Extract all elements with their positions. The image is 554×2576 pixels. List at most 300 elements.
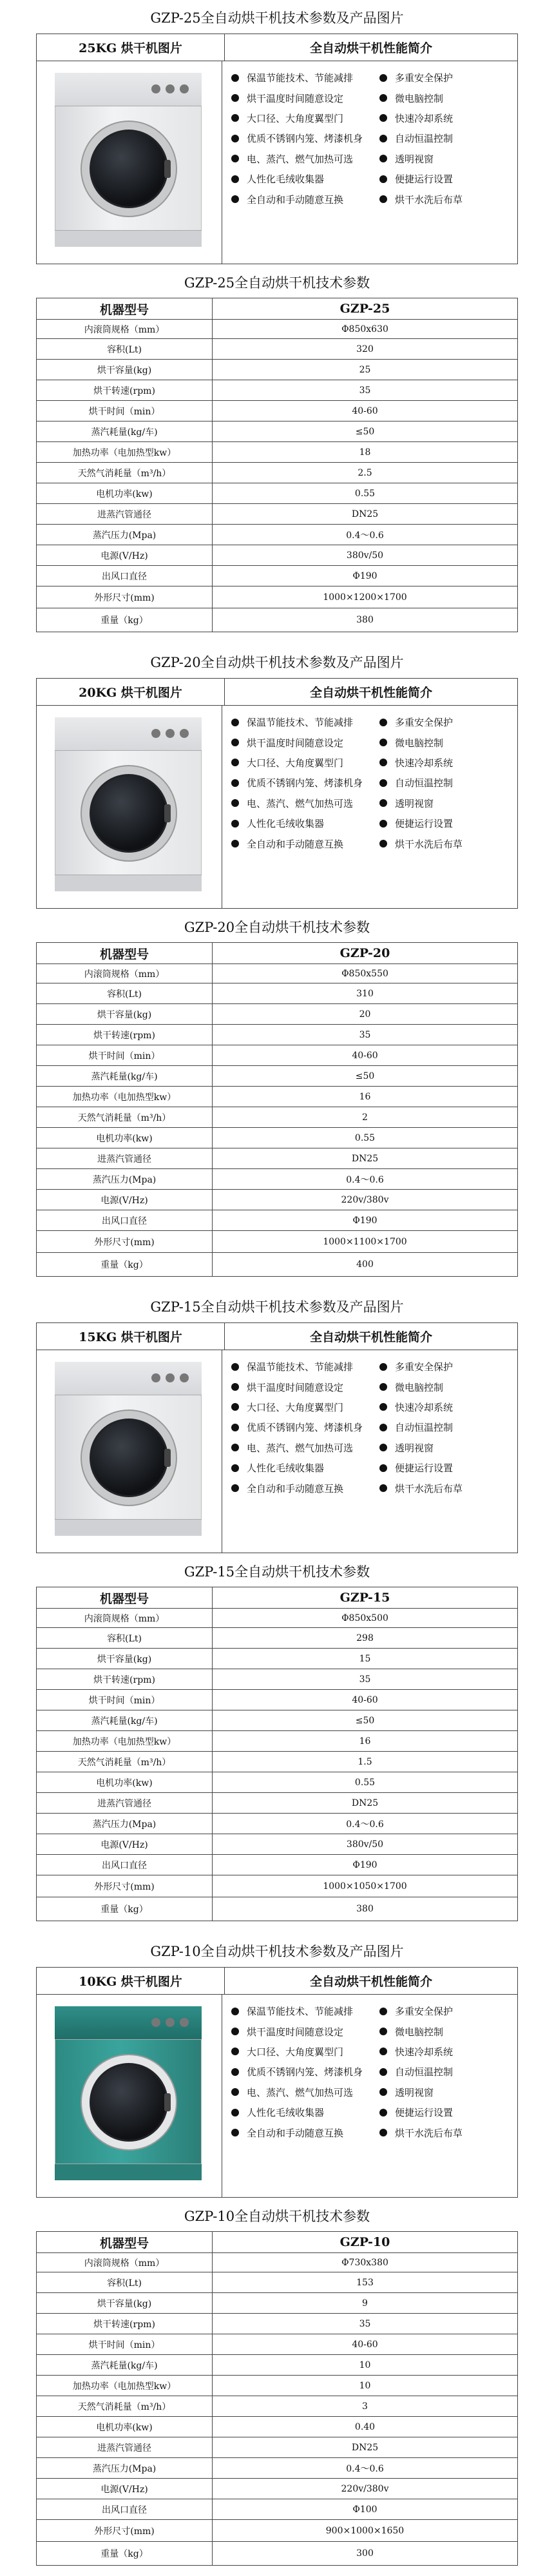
spec-row (37, 1649, 517, 1669)
spec-value: Φ850x550 (341, 968, 388, 979)
bullet-icon (379, 1484, 387, 1492)
spec-value: Φ100 (352, 2504, 377, 2515)
spec-value: 380v/50 (346, 550, 384, 561)
feature-item (231, 1357, 379, 1377)
spec-label: 烘干容量(kg) (37, 2293, 213, 2313)
spec-row (37, 1231, 517, 1253)
feature-item (379, 773, 508, 793)
feature-text: 微电脑控制 (395, 1381, 444, 1393)
feature-item (379, 2001, 508, 2021)
spec-value: 10 (359, 2359, 371, 2370)
spec-row (37, 2499, 517, 2520)
feature-text: 便捷运行设置 (395, 2107, 454, 2119)
bullet-icon (379, 2088, 387, 2096)
feature-item (379, 712, 508, 732)
spec-label: 内滚筒规格（mm） (37, 964, 213, 983)
feature-text: 全自动和手动随意互换 (247, 838, 344, 850)
bullet-icon (379, 719, 387, 726)
spec-value: 20 (359, 1009, 371, 1020)
feature-item (379, 1377, 508, 1397)
bullet-icon (231, 2068, 239, 2076)
spec-label: 天然气消耗量（m³/h） (37, 1752, 213, 1772)
spec-label: 容积(Lt) (37, 983, 213, 1003)
bullet-icon (231, 799, 239, 807)
control-knob (166, 729, 175, 738)
feature-item (231, 813, 379, 833)
feature-item (379, 1438, 508, 1458)
spec-row (37, 1669, 517, 1690)
spec-value: 35 (359, 1674, 371, 1685)
intro-table (36, 678, 518, 909)
dryer-door (90, 2063, 168, 2142)
spec-label: 容积(Lt) (37, 2272, 213, 2292)
spec-header-param: 机器型号 (37, 943, 213, 964)
feature-item (379, 68, 508, 88)
feature-text: 人性化毛绒收集器 (247, 173, 325, 186)
spec-value: 0.55 (354, 1777, 376, 1788)
feature-text: 大口径、大角度翼型门 (247, 757, 344, 769)
spec-value: DN25 (351, 508, 379, 519)
spec-row (37, 1855, 517, 1875)
feature-item (379, 833, 508, 853)
spec-value: 1000×1100×1700 (323, 1236, 407, 1247)
spec-label: 烘干容量(kg) (37, 1649, 213, 1669)
feature-text: 人性化毛绒收集器 (247, 2107, 325, 2119)
spec-row (37, 1875, 517, 1897)
product-image-cell (37, 706, 222, 909)
spec-title: GZP-15全自动烘干机技术参数 (184, 1564, 370, 1580)
bullet-icon (379, 759, 387, 766)
feature-text: 便捷运行设置 (395, 1462, 454, 1475)
feature-text: 优质不锈钢内笼、烤漆机身 (247, 133, 363, 145)
feature-item (231, 169, 379, 189)
dryer-handle (164, 1449, 171, 1467)
intro-body (37, 1995, 517, 2198)
image-header: 10KG 烘干机图片 (37, 1968, 225, 1994)
spec-value: Φ190 (352, 1859, 377, 1870)
feature-text: 多重安全保护 (395, 2006, 454, 2018)
feature-item (231, 753, 379, 773)
spec-header-row (37, 1587, 517, 1609)
spec-row (37, 1087, 517, 1107)
feature-item (231, 2062, 379, 2082)
bullet-icon (231, 1363, 239, 1371)
intro-header-row (37, 1968, 517, 1995)
spec-label: 容积(Lt) (37, 1628, 213, 1648)
spec-title: GZP-20全自动烘干机技术参数 (184, 920, 370, 935)
spec-label: 电源(V/Hz) (37, 545, 213, 565)
feature-item (379, 1458, 508, 1478)
product-image-cell (37, 1350, 222, 1553)
spec-row (37, 1793, 517, 1814)
feature-text: 烘干温度时间随意设定 (247, 1381, 344, 1393)
feature-item (379, 108, 508, 128)
spec-value: 3 (362, 2401, 368, 2412)
spec-value: 1.5 (358, 1756, 372, 1767)
spec-row (37, 2479, 517, 2499)
feature-item (379, 2042, 508, 2062)
spec-label: 烘干转速(rpm) (37, 1025, 213, 1045)
feature-text: 烘干水洗后布草 (395, 838, 463, 850)
feature-item (231, 793, 379, 813)
feature-item (231, 108, 379, 128)
spec-value: 300 (356, 2548, 374, 2559)
dryer-handle (164, 804, 171, 822)
spec-label: 天然气消耗量（m³/h） (37, 1107, 213, 1127)
spec-value: Φ850x500 (341, 1612, 388, 1623)
bullet-icon (231, 1444, 239, 1451)
spec-label: 烘干时间（min） (37, 401, 213, 421)
spec-value: 1000×1200×1700 (323, 592, 407, 603)
spec-value: 220v/380v (341, 1194, 389, 1205)
spec-label: 出风口直径 (37, 1210, 213, 1230)
feature-item (379, 1417, 508, 1437)
feature-item (231, 1478, 379, 1498)
bullet-icon (231, 114, 239, 122)
feature-text: 微电脑控制 (395, 92, 444, 104)
features-header: 全自动烘干机性能简介 (309, 1975, 432, 1989)
model-section-gzp-15 (0, 1289, 554, 1933)
model-section-gzp-10 (0, 1933, 554, 2576)
feature-item (231, 773, 379, 793)
bullet-icon (379, 779, 387, 787)
spec-label: 烘干时间（min） (37, 1045, 213, 1065)
bullet-icon (379, 135, 387, 142)
bullet-icon (379, 155, 387, 162)
control-knob (180, 1373, 189, 1382)
dryer-base (55, 2164, 202, 2180)
bullet-icon (379, 2109, 387, 2116)
section-title: GZP-25全自动烘干机技术参数及产品图片 (150, 10, 404, 26)
spec-header-row (37, 2232, 517, 2253)
feature-item (231, 712, 379, 732)
control-knob (151, 84, 160, 93)
spec-table (36, 2231, 518, 2566)
spec-label: 烘干容量(kg) (37, 360, 213, 380)
bullet-icon (379, 1383, 387, 1391)
feature-item (379, 813, 508, 833)
bullet-icon (379, 1363, 387, 1371)
spec-label: 蒸汽耗量(kg/车) (37, 1066, 213, 1086)
intro-body (37, 1350, 517, 1553)
feature-text: 微电脑控制 (395, 737, 444, 749)
spec-value: 2.5 (358, 467, 372, 478)
section-title: GZP-10全自动烘干机技术参数及产品图片 (150, 1944, 404, 1959)
spec-value: 0.40 (354, 2421, 376, 2432)
spec-row (37, 463, 517, 483)
spec-row (37, 2458, 517, 2479)
spec-value: 900×1000×1650 (325, 2525, 405, 2536)
bullet-icon (379, 114, 387, 122)
spec-value: 25 (359, 364, 371, 375)
feature-text: 自动恒温控制 (395, 1422, 454, 1434)
spec-value: 35 (359, 385, 371, 396)
bullet-icon (231, 840, 239, 847)
spec-row (37, 964, 517, 983)
feature-item (379, 2062, 508, 2082)
spec-title: GZP-10全自动烘干机技术参数 (184, 2209, 370, 2224)
features-list (222, 1995, 517, 2198)
feature-item (231, 1417, 379, 1437)
spec-row (37, 1731, 517, 1752)
spec-value: Φ730x380 (341, 2257, 388, 2268)
spec-value: DN25 (351, 1153, 379, 1164)
spec-value: 35 (359, 2318, 371, 2329)
intro-header-row (37, 34, 517, 61)
spec-row (37, 2355, 517, 2376)
bullet-icon (379, 2068, 387, 2076)
bullet-icon (379, 175, 387, 183)
spec-row (37, 1025, 517, 1045)
bullet-icon (231, 2028, 239, 2035)
spec-row (37, 1107, 517, 1128)
spec-label: 进蒸汽管通径 (37, 2437, 213, 2457)
spec-label: 出风口直径 (37, 2499, 213, 2519)
spec-row (37, 1004, 517, 1025)
bullet-icon (231, 2109, 239, 2116)
spec-value: 35 (359, 1029, 371, 1040)
spec-label: 烘干转速(rpm) (37, 1669, 213, 1689)
spec-row (37, 1190, 517, 1210)
feature-item (231, 128, 379, 148)
spec-row (37, 1834, 517, 1855)
spec-value: Φ850x630 (341, 324, 388, 334)
feature-text: 保温节能技术、节能减排 (247, 2006, 354, 2018)
spec-label: 蒸汽耗量(kg/车) (37, 2355, 213, 2375)
bullet-icon (379, 840, 387, 847)
bullet-icon (231, 94, 239, 102)
spec-row (37, 1752, 517, 1772)
feature-item (231, 2122, 379, 2142)
dryer-base (55, 875, 202, 891)
bullet-icon (231, 759, 239, 766)
spec-label: 出风口直径 (37, 566, 213, 586)
feature-text: 电、蒸汽、燃气加热可选 (247, 153, 354, 165)
bullet-icon (231, 820, 239, 828)
dryer-product-image (55, 717, 202, 891)
spec-header-param: 机器型号 (37, 298, 213, 319)
features-list (222, 61, 517, 264)
spec-label: 蒸汽压力(Mpa) (37, 1169, 213, 1189)
feature-item (379, 732, 508, 752)
spec-row (37, 608, 517, 632)
spec-value: 16 (359, 1091, 371, 1102)
feature-text: 电、蒸汽、燃气加热可选 (247, 1442, 354, 1454)
bullet-icon (231, 175, 239, 183)
intro-header-row (37, 1323, 517, 1350)
dryer-door (90, 130, 168, 208)
spec-value: Φ190 (352, 1215, 377, 1226)
bullet-icon (379, 799, 387, 807)
feature-item (379, 2102, 508, 2122)
feature-item (231, 2102, 379, 2122)
spec-value: 0.4～0.6 (346, 1819, 384, 1830)
spec-row (37, 1628, 517, 1649)
bullet-icon (231, 739, 239, 746)
spec-label: 外形尺寸(mm) (37, 2520, 213, 2541)
spec-value: 380 (356, 1904, 374, 1914)
spec-row (37, 586, 517, 608)
feature-item (379, 169, 508, 189)
feature-text: 优质不锈钢内笼、烤漆机身 (247, 2066, 363, 2078)
spec-value: 298 (356, 1632, 374, 1643)
spec-row (37, 2417, 517, 2437)
feature-text: 保温节能技术、节能减排 (247, 72, 354, 84)
spec-value: 153 (356, 2277, 374, 2288)
image-header: 25KG 烘干机图片 (37, 34, 225, 61)
spec-value: 2 (362, 1112, 368, 1123)
spec-value: ≤50 (355, 1715, 375, 1726)
feature-text: 人性化毛绒收集器 (247, 818, 325, 830)
bullet-icon (231, 1484, 239, 1492)
feature-text: 微电脑控制 (395, 2026, 444, 2038)
feature-text: 透明视窗 (395, 2086, 434, 2098)
intro-table (36, 1322, 518, 1553)
feature-item (231, 732, 379, 752)
spec-row (37, 1710, 517, 1731)
spec-value: ≤50 (355, 1070, 375, 1081)
spec-label: 蒸汽耗量(kg/车) (37, 421, 213, 441)
spec-table (36, 298, 518, 632)
spec-label: 天然气消耗量（m³/h） (37, 2396, 213, 2416)
feature-text: 快速冷却系统 (395, 112, 454, 124)
spec-row (37, 2334, 517, 2355)
control-knob (166, 1373, 175, 1382)
feature-text: 多重安全保护 (395, 717, 454, 729)
product-image-cell (37, 1995, 222, 2198)
spec-row (37, 1609, 517, 1628)
spec-value: 380 (356, 615, 374, 625)
feature-text: 烘干水洗后布草 (395, 193, 463, 206)
spec-value: 0.4～0.6 (346, 1174, 384, 1185)
spec-row (37, 2293, 517, 2314)
intro-body (37, 61, 517, 264)
feature-text: 全自动和手动随意互换 (247, 1482, 344, 1495)
feature-text: 烘干水洗后布草 (395, 2127, 463, 2139)
intro-header-row (37, 679, 517, 706)
dryer-door (90, 774, 168, 853)
spec-row (37, 320, 517, 339)
spec-row (37, 2272, 517, 2293)
section-title: GZP-20全自动烘干机技术参数及产品图片 (150, 655, 404, 670)
feature-item (379, 149, 508, 169)
spec-row (37, 1045, 517, 1066)
bullet-icon (231, 2088, 239, 2096)
spec-header-model: GZP-10 (339, 2235, 390, 2249)
spec-row (37, 1897, 517, 1921)
control-knob (180, 729, 189, 738)
spec-row (37, 2253, 517, 2272)
image-header: 20KG 烘干机图片 (37, 679, 225, 705)
feature-text: 大口径、大角度翼型门 (247, 112, 344, 124)
feature-item (379, 2082, 508, 2102)
bullet-icon (379, 820, 387, 828)
spec-value: ≤50 (355, 426, 375, 437)
spec-row (37, 1814, 517, 1834)
spec-value: 15 (359, 1653, 371, 1664)
spec-label: 天然气消耗量（m³/h） (37, 463, 213, 483)
spec-label: 重量（kg） (37, 2542, 213, 2565)
spec-row (37, 442, 517, 463)
spec-value: 40-60 (352, 1694, 378, 1705)
control-knob (180, 84, 189, 93)
spec-row (37, 1690, 517, 1710)
section-title: GZP-15全自动烘干机技术参数及产品图片 (150, 1299, 404, 1315)
spec-label: 电源(V/Hz) (37, 1834, 213, 1854)
spec-label: 电机功率(kw) (37, 1772, 213, 1792)
bullet-icon (231, 719, 239, 726)
spec-header-model: GZP-15 (339, 1591, 390, 1605)
spec-label: 进蒸汽管通径 (37, 1148, 213, 1168)
feature-item (379, 128, 508, 148)
intro-table (36, 1967, 518, 2198)
spec-header-param: 机器型号 (37, 2232, 213, 2252)
spec-label: 重量（kg） (37, 1253, 213, 1276)
spec-value: 320 (356, 344, 374, 354)
spec-row (37, 983, 517, 1004)
spec-label: 内滚筒规格（mm） (37, 2253, 213, 2272)
bullet-icon (379, 2129, 387, 2136)
bullet-icon (231, 155, 239, 162)
bullet-icon (379, 74, 387, 82)
feature-item (231, 68, 379, 88)
spec-label: 蒸汽压力(Mpa) (37, 525, 213, 545)
bullet-icon (379, 1403, 387, 1411)
feature-text: 透明视窗 (395, 153, 434, 165)
spec-table (36, 942, 518, 1277)
spec-value: 16 (359, 1736, 371, 1747)
spec-table (36, 1587, 518, 1921)
feature-text: 快速冷却系统 (395, 757, 454, 769)
feature-item (231, 2021, 379, 2041)
dryer-handle (164, 2093, 171, 2111)
spec-row (37, 2520, 517, 2542)
bullet-icon (379, 195, 387, 203)
bullet-icon (379, 2048, 387, 2055)
bullet-icon (379, 2028, 387, 2035)
spec-row (37, 421, 517, 442)
spec-row (37, 339, 517, 360)
feature-text: 自动恒温控制 (395, 133, 454, 145)
control-knob (151, 1373, 160, 1382)
feature-item (379, 88, 508, 108)
control-knob (166, 2018, 175, 2027)
bullet-icon (231, 779, 239, 787)
spec-label: 加热功率（电加热型kw） (37, 2376, 213, 2396)
spec-row (37, 401, 517, 421)
feature-item (231, 189, 379, 209)
spec-value: 1000×1050×1700 (323, 1881, 407, 1892)
spec-value: 380v/50 (346, 1839, 384, 1850)
feature-text: 人性化毛绒收集器 (247, 1462, 325, 1475)
spec-value: 9 (362, 2298, 368, 2309)
spec-label: 进蒸汽管通径 (37, 504, 213, 524)
spec-label: 外形尺寸(mm) (37, 1231, 213, 1252)
spec-row (37, 360, 517, 380)
feature-item (231, 1438, 379, 1458)
dryer-base (55, 230, 202, 247)
feature-text: 全自动和手动随意互换 (247, 2127, 344, 2139)
feature-text: 便捷运行设置 (395, 818, 454, 830)
spec-value: DN25 (351, 1797, 379, 1808)
intro-body (37, 706, 517, 909)
spec-label: 蒸汽耗量(kg/车) (37, 1710, 213, 1730)
control-knob (151, 2018, 160, 2027)
bullet-icon (231, 1424, 239, 1431)
spec-row (37, 1128, 517, 1148)
spec-label: 重量（kg） (37, 608, 213, 632)
image-header: 15KG 烘干机图片 (37, 1323, 225, 1350)
